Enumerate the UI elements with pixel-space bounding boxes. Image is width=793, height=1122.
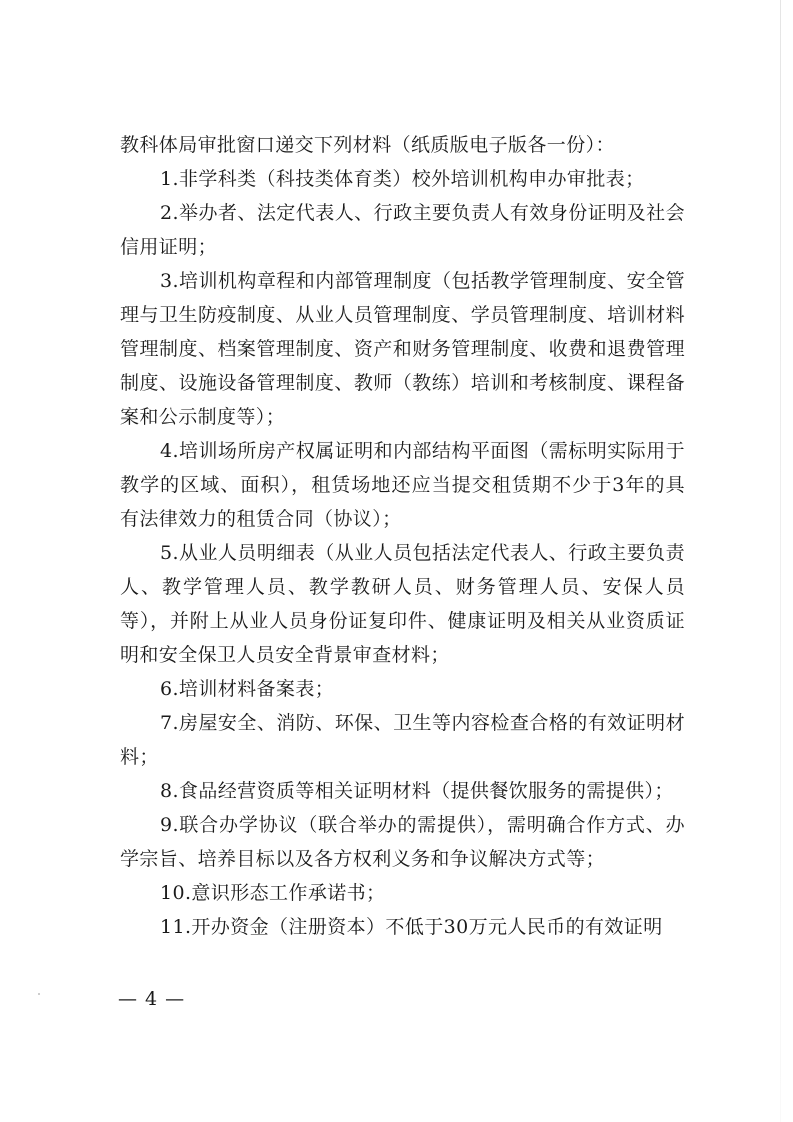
paragraph-intro: 教科体局审批窗口递交下列材料（纸质版电子版各一份）： bbox=[120, 134, 615, 156]
paragraph-item-1: 1.非学科类（科技类体育类）校外培训机构申办审批表； bbox=[160, 168, 645, 190]
paragraph-item-6: 6.培训材料备案表； bbox=[160, 678, 335, 700]
paragraph-item-8: 8.食品经营资质等相关证明材料（提供餐饮服务的需提供）； bbox=[160, 780, 674, 802]
scan-edge-line bbox=[780, 0, 781, 1122]
paragraph-item-3: 3.培训机构章程和内部管理制度（包括教学管理制度、安全管理与卫生防疫制度、从业人员管理制度、学员管理制度、培训材料管理制度、档案管理制度、资产和财务管理制度、收费和退费管理制度、设施设备管理制度、教师（教练）培训和考核制度、课程备案和公示制度等）； bbox=[120, 270, 685, 428]
paragraph-item-4: 4.培训场所房产权属证明和内部结构平面图（需标明实际用于教学的区域、面积），租赁场地还应当提交租赁期不少于3年的具有法律效力的租赁合同（协议）； bbox=[120, 440, 685, 530]
paragraph-item-5: 5.从业人员明细表（从业人员包括法定代表人、行政主要负责人、教学管理人员、教学教研人员、财务管理人员、安保人员等），并附上从业人员身份证复印件、健康证明及相关从业资质证明和安全保卫人员安全背景审查材料； bbox=[120, 542, 685, 666]
paragraph-item-7: 7.房屋安全、消防、环保、卫生等内容检查合格的有效证明材料； bbox=[120, 712, 685, 768]
paragraph-item-9: 9.联合办学协议（联合举办的需提供），需明确合作方式、办学宗旨、培养目标以及各方权利义务和争议解决方式等； bbox=[120, 814, 685, 870]
document-body bbox=[120, 128, 685, 944]
paragraph-item-2: 2.举办者、法定代表人、行政主要负责人有效身份证明及社会信用证明； bbox=[120, 202, 685, 258]
paragraph-item-11: 11.开办资金（注册资本）不低于30万元人民币的有效证明 bbox=[160, 916, 663, 938]
page-number: — 4 — bbox=[118, 988, 186, 1010]
paragraph-item-10: 10.意识形态工作承诺书； bbox=[160, 882, 386, 904]
scan-speck bbox=[38, 993, 40, 995]
